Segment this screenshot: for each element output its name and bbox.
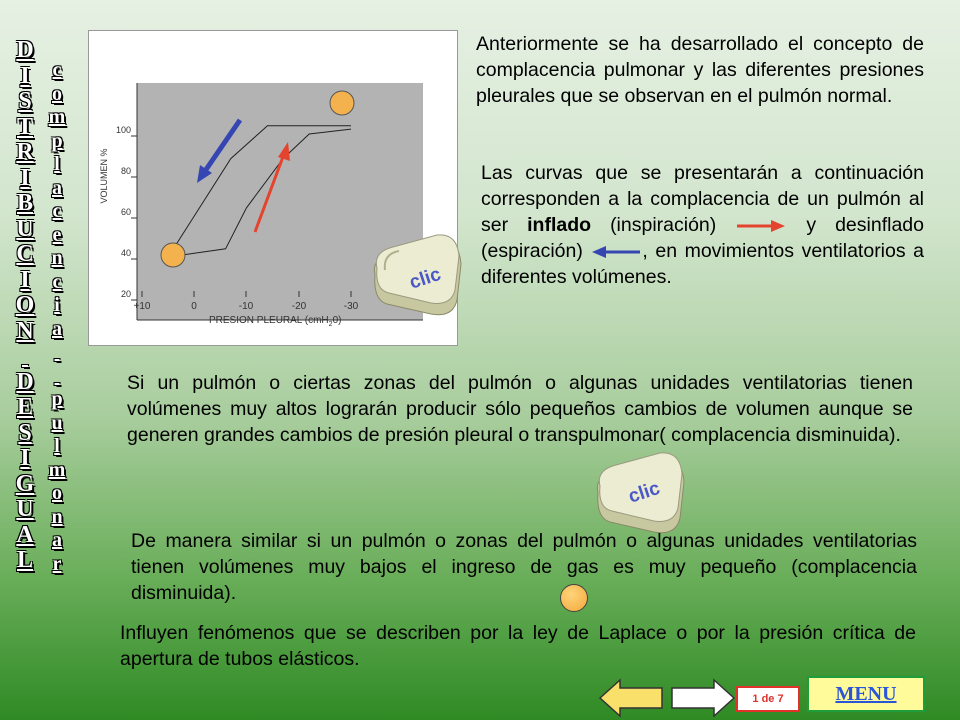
laplace-paragraph: Influyen fenómenos que se describen por la ley de Laplace o por la presión crítica de apertura de tubos elásticos.	[120, 622, 916, 670]
x-tick-label: -30	[343, 301, 359, 312]
page-indicator: 1 de 7	[736, 686, 800, 712]
intro-paragraph: Anteriormente se ha desarrollado el concepto de complacencia pulmonar y las diferentes presiones pleurales que se observan en el pulmón normal.	[476, 33, 924, 107]
y-tick-label: 100	[115, 125, 131, 135]
circle-action-button[interactable]	[560, 584, 588, 612]
curves-paragraph: Las curvas que se presentarán a continuación corresponden a la complacencia de un pulmón al ser inflado (inspiración) y desinflado (espiración) , en movimientos ventilatorios a diferentes volúmenes.	[481, 162, 924, 288]
x-tick-label: +10	[133, 301, 151, 312]
subtitle-letter	[55, 342, 60, 366]
title-letter: I	[20, 164, 30, 191]
y-tick-label: 80	[120, 166, 131, 176]
subtitle-letter: c	[52, 200, 62, 222]
subtitle-letter: i	[54, 294, 60, 316]
subtitle-letter: p	[51, 388, 63, 410]
blue-arrow-icon	[590, 245, 642, 259]
subtitle-letter: o	[52, 482, 62, 504]
clic-label: clic	[625, 477, 663, 508]
title-letter: U	[16, 496, 34, 522]
subtitle-letter: c	[52, 59, 62, 81]
subtitle-letter: a	[52, 176, 62, 199]
title-letter: S	[18, 419, 32, 446]
red-arrow-icon	[735, 219, 787, 233]
subtitle-letter: c	[52, 270, 62, 293]
subtitle-letter: a	[52, 529, 62, 551]
x-tick-label: -10	[238, 301, 254, 312]
subtitle-letter: e	[52, 223, 62, 246]
title-letter: B	[16, 190, 33, 216]
title-letter: O	[15, 292, 35, 318]
title-letter: C	[16, 241, 34, 267]
subtitle-letter: a	[52, 317, 62, 340]
y-axis-label: VOLUMEN %	[99, 148, 109, 204]
back-arrow-button[interactable]	[598, 678, 664, 718]
title-letter: T	[16, 113, 33, 140]
clic-label: clic	[406, 263, 444, 294]
subtitle-letter: n	[51, 505, 63, 528]
upper-point-marker	[330, 91, 354, 115]
title-letter: I	[20, 62, 30, 89]
title-letter: R	[16, 139, 34, 165]
clic-button-1[interactable]	[367, 230, 463, 325]
lower-point-marker	[161, 243, 185, 267]
y-tick-label: 20	[120, 289, 131, 299]
title-letter: N	[16, 317, 34, 344]
menu-button[interactable]: MENU	[807, 676, 925, 712]
y-tick-label: 40	[120, 248, 131, 258]
forward-arrow-button[interactable]	[670, 678, 736, 718]
subtitle-letter: m	[48, 106, 66, 128]
inflado-term: inflado	[527, 214, 592, 236]
low-volume-paragraph: De manera similar si un pulmón o zonas del pulmón o algunas unidades ventilatorias tienen volúmenes muy bajos el ingreso de gas es muy pequeño (complacencia disminuida).	[131, 530, 917, 604]
vertical-subtitle-complacencia-pulmonar	[45, 60, 69, 577]
title-letter: I	[20, 445, 30, 471]
y-tick-label: 60	[120, 207, 131, 217]
subtitle-letter: l	[54, 435, 60, 457]
subtitle-letter: r	[52, 552, 62, 575]
subtitle-letter	[55, 366, 60, 390]
title-letter: D	[16, 37, 34, 63]
title-letter	[22, 344, 28, 370]
subtitle-letter: l	[54, 153, 60, 175]
title-letter: U	[16, 215, 34, 242]
x-tick-label: 0	[191, 301, 197, 312]
title-letter: S	[18, 88, 32, 114]
subtitle-letter: m	[48, 458, 66, 481]
high-volume-paragraph: Si un pulmón o ciertas zonas del pulmón o algunas unidades ventilatorias tienen volúmenes muy altos lograrán producir sólo pequeños cambios de volumen aunque se generen grandes cambios de presión pleural o transpulmonar( complacencia disminuida).	[127, 372, 913, 446]
title-letter: L	[16, 547, 33, 573]
title-letter: I	[20, 266, 30, 293]
subtitle-letter: u	[51, 411, 63, 434]
subtitle-letter: o	[52, 82, 62, 105]
vertical-title-distribucion-desigual	[10, 38, 40, 574]
title-letter: D	[16, 368, 34, 395]
title-letter: E	[16, 394, 33, 420]
x-tick-label: -20	[291, 301, 307, 312]
title-letter: A	[16, 521, 34, 548]
subtitle-letter: p	[51, 129, 63, 152]
subtitle-letter: n	[51, 247, 63, 269]
x-axis-label: PRESION PLEURAL (cmH$_2$0)	[209, 315, 342, 328]
title-letter: G	[15, 470, 35, 497]
